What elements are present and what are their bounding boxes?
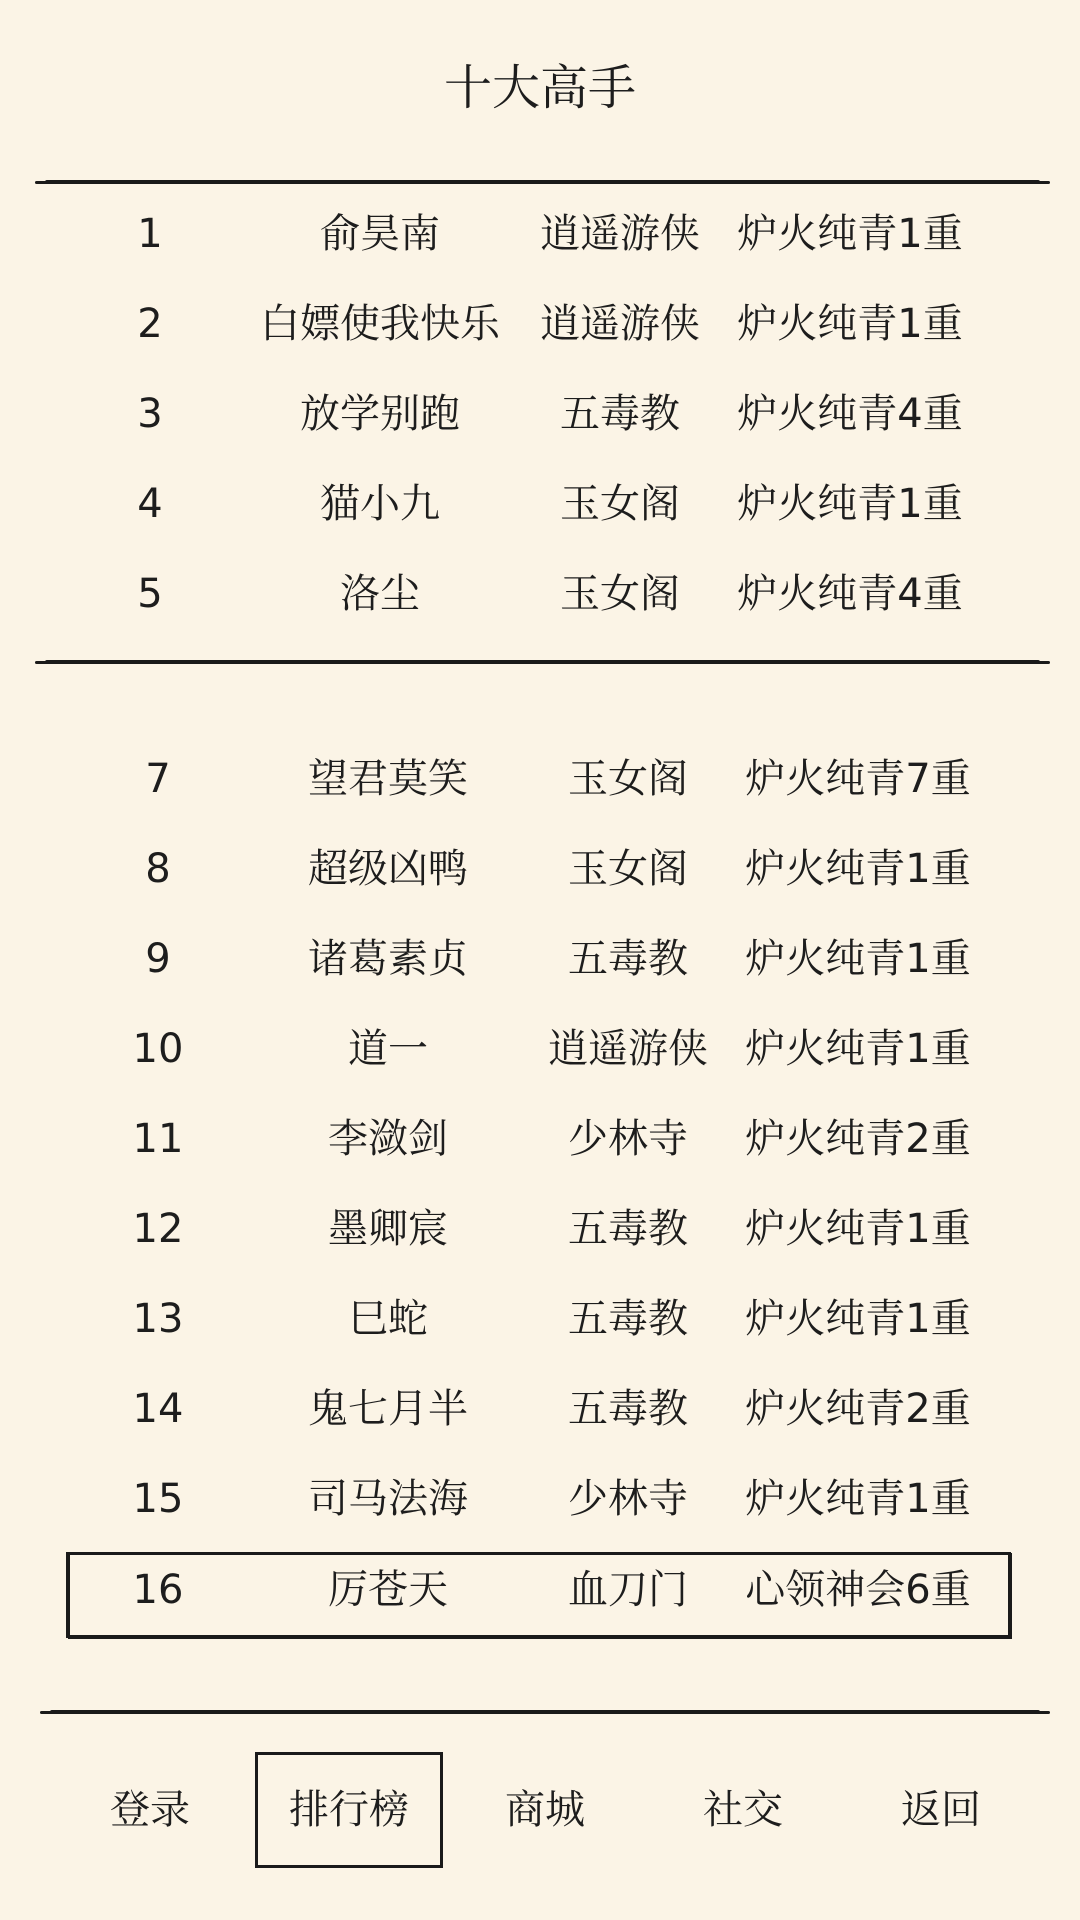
nav-back-button[interactable]: 返回 <box>901 1787 981 1833</box>
player-sect: 玉女阁 <box>568 846 688 892</box>
player-name: 鬼七月半 <box>308 1386 468 1432</box>
nav-leaderboard-button[interactable]: 排行榜 <box>255 1752 443 1868</box>
player-sect: 五毒教 <box>568 936 688 982</box>
nav-login-button[interactable]: 登录 <box>110 1787 190 1833</box>
rank-number: 2 <box>137 301 163 347</box>
list-item[interactable] <box>0 279 1080 369</box>
rank-number: 3 <box>137 391 163 437</box>
player-level: 心领神会6重 <box>745 1567 971 1613</box>
bottom-nav <box>0 1752 1080 1868</box>
list-item[interactable] <box>0 734 1080 824</box>
player-name: 道一 <box>348 1026 428 1072</box>
list-item[interactable] <box>0 1094 1080 1184</box>
player-name: 超级凶鸭 <box>308 846 468 892</box>
player-sect: 玉女阁 <box>560 571 680 617</box>
player-sect: 逍遥游侠 <box>548 1026 708 1072</box>
rank-number: 14 <box>132 1386 184 1432</box>
player-name: 李潋剑 <box>328 1116 448 1162</box>
rank-number: 8 <box>145 846 171 892</box>
rank-number: 13 <box>132 1296 184 1342</box>
player-sect: 五毒教 <box>568 1386 688 1432</box>
list-item[interactable] <box>0 459 1080 549</box>
rank-number: 15 <box>132 1476 184 1522</box>
player-level: 炉火纯青4重 <box>737 571 963 617</box>
rank-number: 10 <box>132 1026 184 1072</box>
player-name: 厉苍天 <box>328 1567 448 1613</box>
player-name: 墨卿宸 <box>328 1206 448 1252</box>
player-level: 炉火纯青2重 <box>745 1386 971 1432</box>
rank-number: 1 <box>137 211 163 257</box>
rank-number: 4 <box>137 481 163 527</box>
player-level: 炉火纯青1重 <box>737 301 963 347</box>
player-level: 炉火纯青1重 <box>745 1476 971 1522</box>
rank-number: 9 <box>145 936 171 982</box>
player-level: 炉火纯青1重 <box>745 1296 971 1342</box>
rank-number: 7 <box>145 756 171 802</box>
nav-shop-button[interactable]: 商城 <box>505 1787 585 1833</box>
player-name: 白嫖使我快乐 <box>260 301 500 347</box>
player-name: 望君莫笑 <box>308 756 468 802</box>
player-name: 巳蛇 <box>348 1296 428 1342</box>
player-name: 司马法海 <box>308 1476 468 1522</box>
list-item[interactable] <box>0 1004 1080 1094</box>
player-sect: 五毒教 <box>568 1206 688 1252</box>
player-sect: 血刀门 <box>568 1567 688 1613</box>
list-item[interactable] <box>0 1184 1080 1274</box>
divider-middle <box>45 660 1040 664</box>
nav-social-button[interactable]: 社交 <box>703 1787 783 1833</box>
player-sect: 玉女阁 <box>568 756 688 802</box>
list-item[interactable] <box>0 1454 1080 1544</box>
player-level: 炉火纯青1重 <box>745 1026 971 1072</box>
rank-number: 16 <box>132 1567 184 1613</box>
player-level: 炉火纯青1重 <box>745 846 971 892</box>
player-sect: 五毒教 <box>560 391 680 437</box>
divider-bottom <box>50 1710 1040 1714</box>
divider-top <box>45 180 1040 184</box>
list-item-current-player[interactable] <box>0 1545 1080 1635</box>
list-item[interactable] <box>0 824 1080 914</box>
list-item[interactable] <box>0 369 1080 459</box>
player-sect: 少林寺 <box>568 1476 688 1522</box>
player-name: 俞昊南 <box>320 211 440 257</box>
rank-number: 11 <box>132 1116 184 1162</box>
player-sect: 少林寺 <box>568 1116 688 1162</box>
page-title: 十大高手 <box>443 60 636 116</box>
list-item[interactable] <box>0 1364 1080 1454</box>
list-item[interactable] <box>0 549 1080 639</box>
player-level: 炉火纯青1重 <box>745 936 971 982</box>
player-sect: 逍遥游侠 <box>540 301 700 347</box>
player-name: 诸葛素贞 <box>308 936 468 982</box>
player-name: 猫小九 <box>320 481 440 527</box>
player-level: 炉火纯青2重 <box>745 1116 971 1162</box>
player-name: 洛尘 <box>340 571 420 617</box>
list-item[interactable] <box>0 914 1080 1004</box>
rank-number: 5 <box>137 571 163 617</box>
player-level: 炉火纯青1重 <box>737 481 963 527</box>
player-sect: 五毒教 <box>568 1296 688 1342</box>
list-item[interactable] <box>0 1274 1080 1364</box>
rank-number: 12 <box>132 1206 184 1252</box>
list-item[interactable] <box>0 189 1080 279</box>
player-sect: 逍遥游侠 <box>540 211 700 257</box>
player-level: 炉火纯青1重 <box>737 211 963 257</box>
player-level: 炉火纯青1重 <box>745 1206 971 1252</box>
player-name: 放学别跑 <box>300 391 460 437</box>
player-level: 炉火纯青4重 <box>737 391 963 437</box>
player-level: 炉火纯青7重 <box>745 756 971 802</box>
player-sect: 玉女阁 <box>560 481 680 527</box>
